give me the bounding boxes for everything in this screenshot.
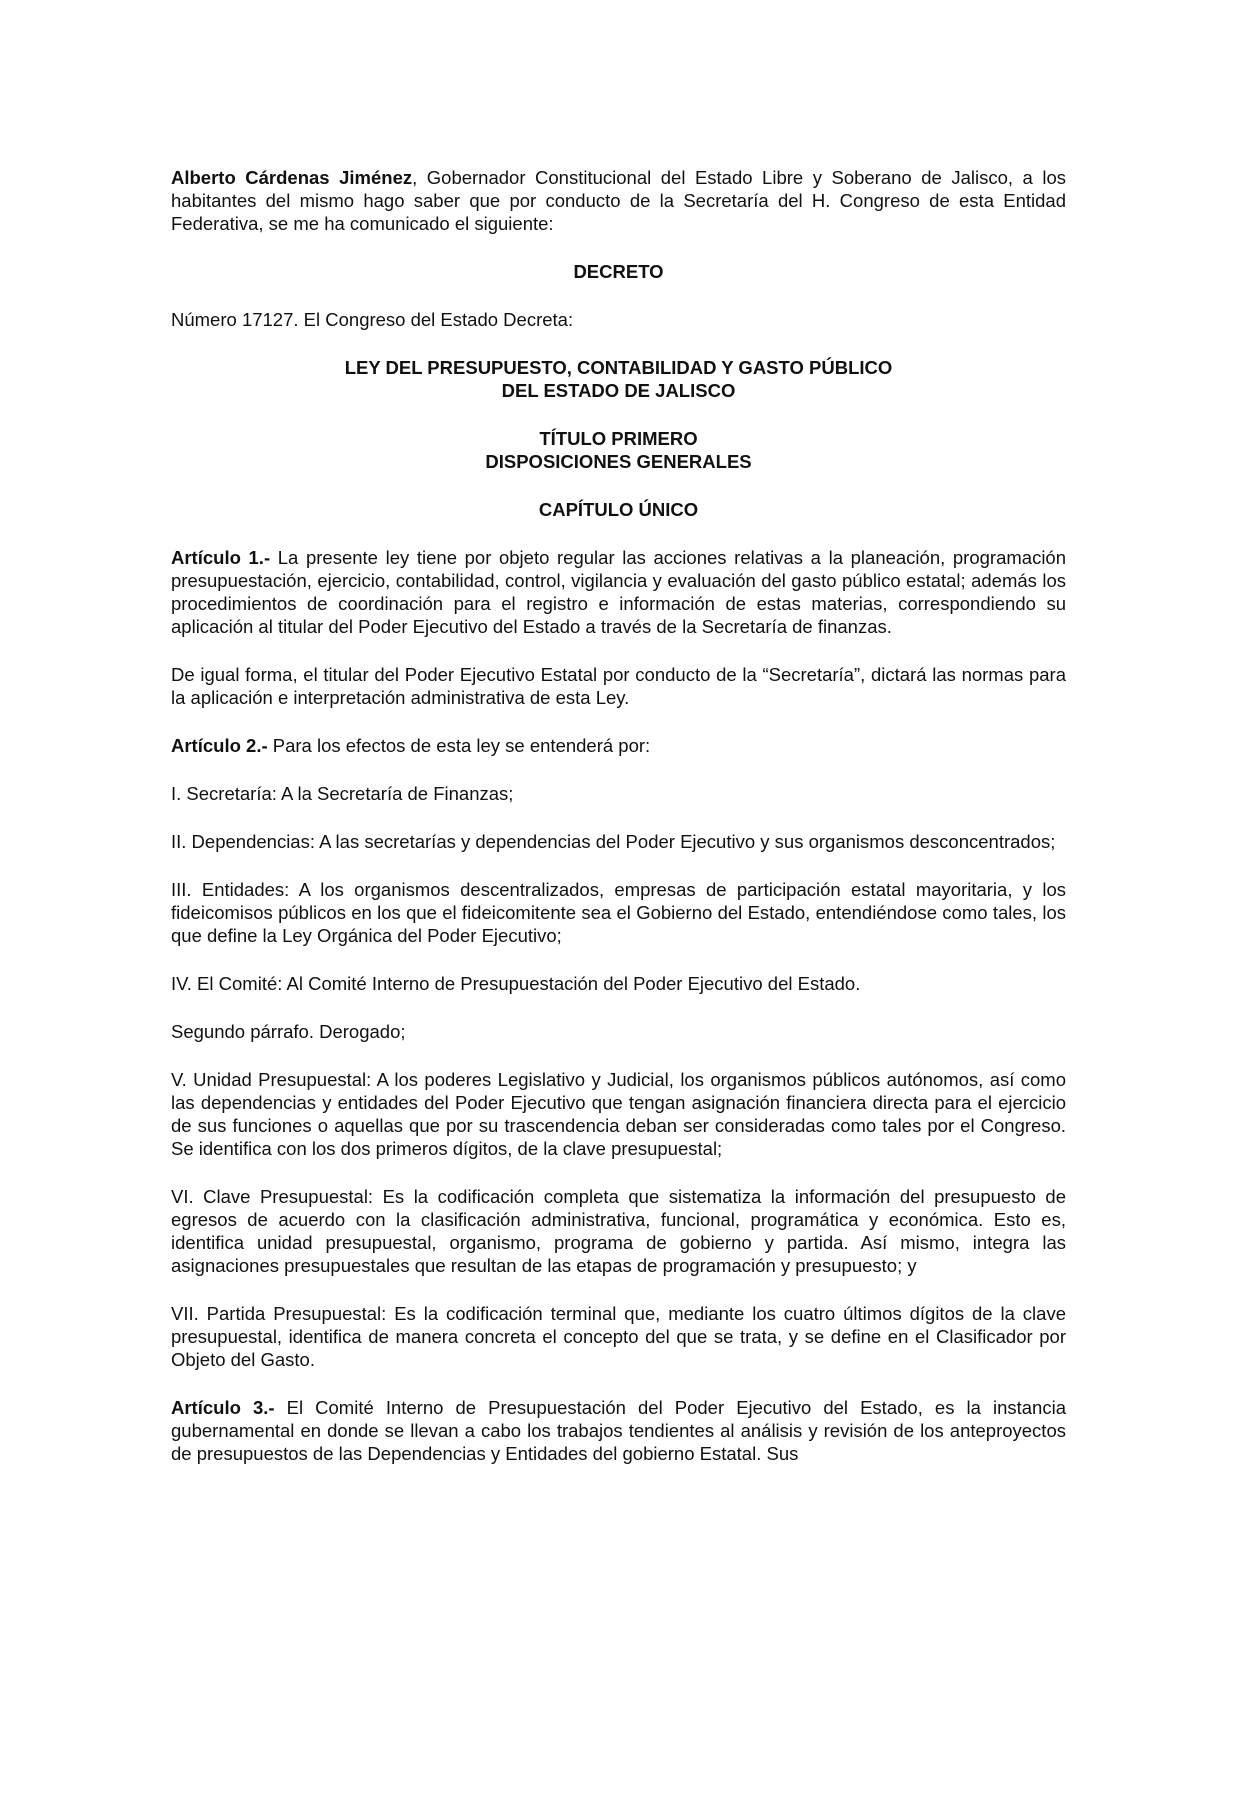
decree-number: Número 17127. El Congreso del Estado Decreta: (171, 309, 574, 330)
article-2-item-iv: IV. El Comité: Al Comité Interno de Presupuestación del Poder Ejecutivo del Estado. (171, 973, 861, 994)
document-page (171, 166, 1066, 1490)
article-1-label: Artículo 1.- (171, 547, 271, 568)
article-2-item-ii: II. Dependencias: A las secretarías y dependencias del Poder Ejecutivo y sus organismos desconcentrados; (171, 831, 1056, 852)
governor-name: Alberto Cárdenas Jiménez (171, 167, 413, 188)
chapter-heading: CAPÍTULO ÚNICO (538, 499, 699, 520)
article-1 (171, 546, 1066, 638)
decree-heading: DECRETO (573, 261, 664, 282)
article-2-item-iv-second: Segundo párrafo. Derogado; (171, 1021, 406, 1042)
intro-text: , Gobernador Constitucional del Estado Libre y Soberano de Jalisco, a los habitantes del mismo hago saber que por conducto de la Secretaría del H. Congreso de esta Entidad Federativa, se me ha comunicado el siguiente: (171, 167, 1066, 234)
article-2-text: Para los efectos de esta ley se entenderá por: (267, 735, 651, 756)
intro-paragraph (171, 166, 1066, 235)
article-2 (171, 734, 1066, 757)
article-2-item-vi: VI. Clave Presupuestal: Es la codificación completa que sistematiza la información del presupuesto de egresos de acuerdo con la clasificación administrativa, funcional, programática y económica. Esto es, identifica unidad presupuestal, organismo, programa de gobierno y partida. Así mismo, integra las asignaciones presupuestales que resultan de las etapas de programación y presupuesto; y (171, 1186, 1066, 1276)
article-3 (171, 1396, 1066, 1465)
title-heading-line-1: TÍTULO PRIMERO (539, 428, 698, 449)
law-title-line-2: DEL ESTADO DE JALISCO (501, 380, 736, 401)
article-2-item-i: I. Secretaría: A la Secretaría de Finanzas; (171, 783, 514, 804)
article-2-item-vii: VII. Partida Presupuestal: Es la codificación terminal que, mediante los cuatro últimos dígitos de la clave presupuestal, identifica de manera concreta el concepto del que se trata, y se define en el Clasificador por Objeto del Gasto. (171, 1303, 1066, 1370)
article-3-text: El Comité Interno de Presupuestación del Poder Ejecutivo del Estado, es la instancia gubernamental en donde se llevan a cabo los trabajos tendientes al análisis y revisión de los anteproyectos de presupuestos de las Dependencias y Entidades del gobierno Estatal. Sus (171, 1397, 1066, 1464)
law-title (171, 356, 1066, 402)
article-2-item-v: V. Unidad Presupuestal: A los poderes Legislativo y Judicial, los organismos públicos autónomos, así como las dependencias y entidades del Poder Ejecutivo que tengan asignación financiera directa para el ejercicio de sus funciones o aquellas que por su trascendencia deban ser consideradas como tales por el Congreso. Se identifica con los dos primeros dígitos, de la clave presupuestal; (171, 1069, 1066, 1159)
article-1-text: La presente ley tiene por objeto regular las acciones relativas a la planeación, programación presupuestación, ejercicio, contabilidad, control, vigilancia y evaluación del gasto público estatal; además los procedimientos de coordinación para el registro e información de estas materias, correspondiendo su aplicación al titular del Poder Ejecutivo del Estado a través de la Secretaría de finanzas. (171, 547, 1067, 637)
article-3-label: Artículo 3.- (171, 1397, 275, 1418)
article-1-paragraph-2: De igual forma, el titular del Poder Ejecutivo Estatal por conducto de la “Secretaría”, dictará las normas para la aplicación e interpretación administrativa de esta Ley. (171, 664, 1066, 708)
title-heading-line-2: DISPOSICIONES GENERALES (485, 451, 752, 472)
law-title-line-1: LEY DEL PRESUPUESTO, CONTABILIDAD Y GASTO PÚBLICO (344, 357, 893, 378)
article-2-label: Artículo 2.- (171, 735, 268, 756)
article-2-item-iii: III. Entidades: A los organismos descentralizados, empresas de participación estatal mayoritaria, y los fideicomisos públicos en los que el fideicomitente sea el Gobierno del Estado, entendiéndose como tales, los que define la Ley Orgánica del Poder Ejecutivo; (171, 879, 1066, 946)
title-heading (171, 427, 1066, 473)
